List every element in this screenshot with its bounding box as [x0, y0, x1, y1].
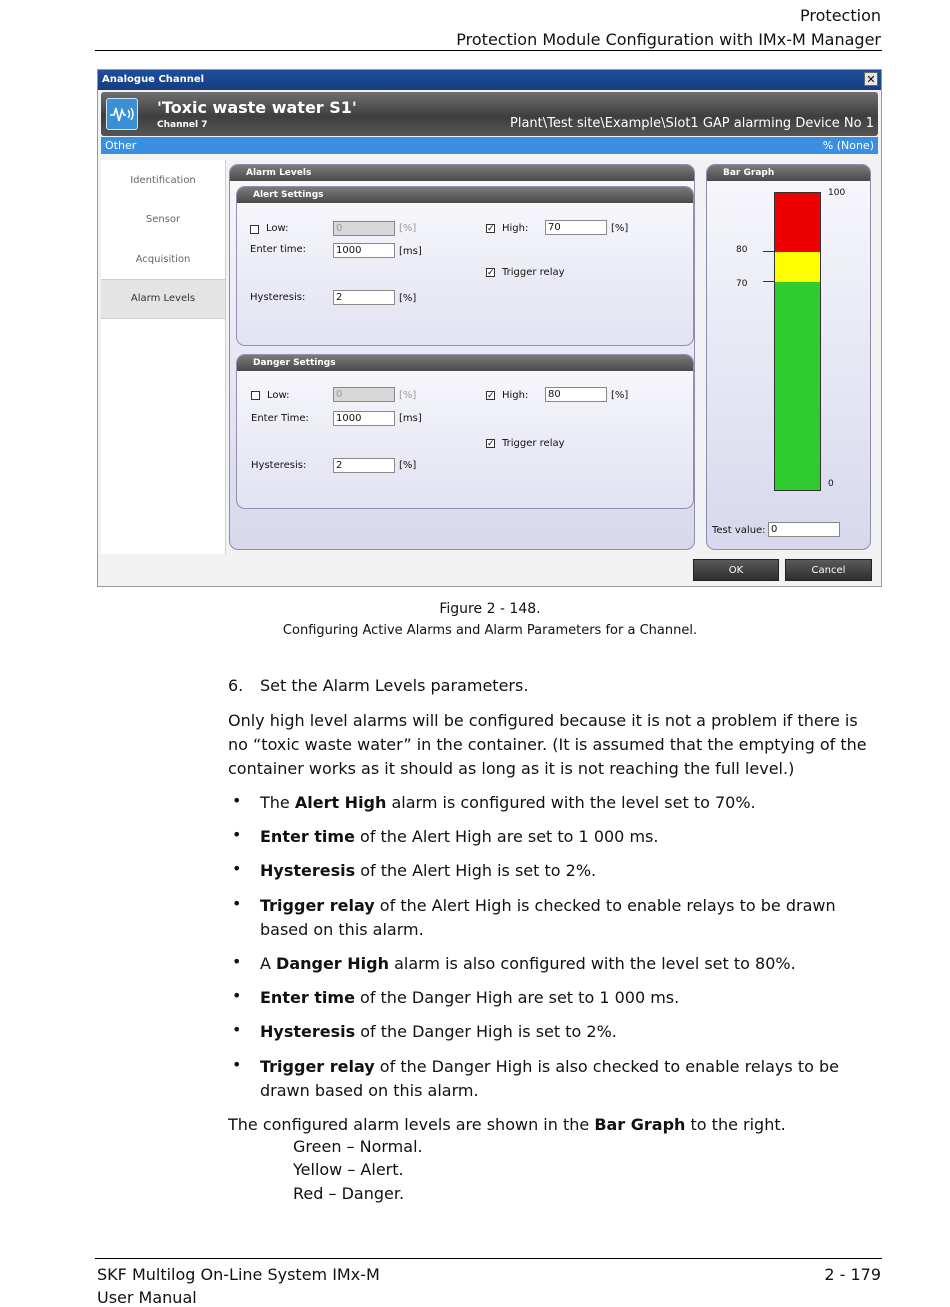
channel-path: Plant\Test site\Example\Slot1 GAP alarming Device No 1	[510, 116, 874, 131]
bullet-icon: •	[232, 825, 242, 844]
alarm-levels-panel	[229, 164, 695, 550]
bullet-post: alarm is also configured with the level set to 80%.	[388, 954, 796, 973]
intro-paragraph: Only high level alarms will be configured because it is not a problem if there is no “toxic waste water” in the container. (It is assumed that the emptying of the container works as it should as long as it is not reaching the full level.)	[228, 711, 867, 778]
sidebar-item-identification[interactable]: Identification	[130, 175, 196, 186]
danger-low-label: Low:	[267, 390, 290, 401]
bullet-pre: A	[260, 954, 277, 973]
danger-settings-title: Danger Settings	[237, 355, 693, 371]
danger-high-label: High:	[502, 390, 529, 401]
closing-pre: The configured alarm levels are shown in the	[228, 1115, 595, 1134]
step-text: Set the Alarm Levels parameters.	[260, 676, 529, 695]
danger-settings-group	[236, 354, 694, 509]
step-number: 6.	[228, 676, 244, 695]
danger-hysteresis-input[interactable]: 2	[333, 458, 395, 473]
bullet-icon: •	[232, 1055, 242, 1074]
header-section: Protection	[800, 6, 881, 25]
bullet-bold: Hysteresis	[260, 1022, 356, 1041]
bar-max-label: 100	[828, 188, 846, 198]
bullet-bold: Alert High	[294, 793, 387, 812]
footer-rule	[95, 1258, 882, 1259]
footer-product: SKF Multilog On-Line System IMx-M	[97, 1265, 380, 1284]
alert-high-unit: [%]	[611, 223, 629, 234]
signal-wave-icon	[106, 98, 138, 130]
bar-graph-title: Bar Graph	[707, 165, 870, 181]
bullet-item	[260, 825, 880, 849]
danger-high-checkbox[interactable]: ✓	[487, 391, 495, 401]
footer-page-number: 2 - 179	[824, 1265, 881, 1284]
bullet-icon: •	[232, 894, 242, 913]
bar-graph-panel	[706, 164, 871, 550]
alert-tick	[763, 281, 774, 282]
sidebar-item-alarm-levels[interactable]: Alarm Levels	[101, 279, 225, 319]
sidebar	[101, 160, 226, 554]
danger-tick	[763, 251, 774, 252]
alert-settings-title: Alert Settings	[237, 187, 693, 203]
bullet-pre: The	[260, 793, 295, 812]
sidebar-item-sensor[interactable]: Sensor	[145, 214, 181, 225]
sidebar-item-acquisition[interactable]: Acquisition	[135, 254, 191, 265]
danger-low-checkbox[interactable]	[251, 391, 260, 400]
channel-banner	[101, 92, 878, 136]
bullet-item	[260, 894, 880, 942]
bullet-bold: Hysteresis	[260, 861, 356, 880]
test-value-input[interactable]: 0	[768, 522, 840, 537]
closing-post: to the right.	[685, 1115, 786, 1134]
bullet-bold: Enter time	[260, 827, 355, 846]
bullet-post: of the Danger High is set to 2%.	[355, 1022, 617, 1041]
channel-number: Channel 7	[157, 120, 208, 130]
alert-low-checkbox[interactable]	[250, 225, 259, 234]
danger-hysteresis-unit: [%]	[399, 460, 417, 471]
danger-high-unit: [%]	[611, 390, 629, 401]
bar-danger-label: 80	[736, 245, 748, 255]
dialog-titlebar	[98, 70, 881, 90]
danger-high-input[interactable]: 80	[545, 387, 607, 402]
danger-enter-time-label: Enter Time:	[251, 413, 309, 424]
alert-high-label: High:	[502, 223, 529, 234]
alert-trigger-relay-checkbox[interactable]: ✓	[487, 268, 495, 278]
test-value-label: Test value:	[712, 525, 766, 536]
cancel-button[interactable]: Cancel	[785, 559, 872, 581]
alert-low-unit: [%]	[399, 223, 417, 234]
alert-zone	[775, 252, 820, 282]
bullet-post: of the Alert High are set to 1 000 ms.	[354, 827, 659, 846]
strip-category: Other	[105, 139, 137, 152]
bar-min-label: 0	[828, 479, 834, 489]
bullet-post: of the Alert High is set to 2%.	[355, 861, 597, 880]
unit-strip	[101, 137, 878, 154]
danger-zone	[775, 193, 820, 252]
bullet-post: of the Danger High are set to 1 000 ms.	[354, 988, 680, 1007]
bullet-icon: •	[232, 859, 242, 878]
analogue-channel-dialog	[97, 69, 882, 587]
danger-trigger-relay-label: Trigger relay	[502, 438, 565, 449]
alert-settings-group	[236, 186, 694, 346]
danger-low-input[interactable]: 0	[333, 387, 395, 402]
footer-doc: User Manual	[97, 1288, 197, 1307]
alert-hysteresis-label: Hysteresis:	[250, 292, 306, 303]
ok-button[interactable]: OK	[693, 559, 779, 581]
alert-low-label: Low:	[266, 223, 289, 234]
bullet-item	[260, 791, 880, 815]
bullet-bold: Trigger relay	[260, 896, 375, 915]
closing-sentence	[228, 1113, 880, 1137]
strip-unit: % (None)	[822, 139, 874, 152]
alert-hysteresis-input[interactable]: 2	[333, 290, 395, 305]
alert-high-input[interactable]: 70	[545, 220, 607, 235]
alert-enter-time-input[interactable]: 1000	[333, 243, 395, 258]
bullet-icon: •	[232, 986, 242, 1005]
bullet-post: of the Alert High is checked to enable relays to be drawn based on this alarm.	[260, 896, 836, 939]
close-icon[interactable]: ✕	[864, 72, 878, 86]
bullet-item	[260, 859, 880, 883]
bullet-post: alarm is configured with the level set to 70%.	[386, 793, 756, 812]
bullet-item	[260, 986, 880, 1010]
legend-red: Red – Danger.	[293, 1184, 405, 1203]
figure-caption: Configuring Active Alarms and Alarm Parameters for a Channel.	[282, 623, 698, 638]
alert-enter-time-label: Enter time:	[250, 244, 306, 255]
bar-alert-label: 70	[736, 279, 748, 289]
figure-number: Figure 2 - 148.	[439, 601, 541, 617]
alert-enter-time-unit: [ms]	[399, 246, 422, 257]
alert-hysteresis-unit: [%]	[399, 293, 417, 304]
danger-low-unit: [%]	[399, 390, 417, 401]
danger-enter-time-unit: [ms]	[399, 413, 422, 424]
closing-bold: Bar Graph	[594, 1115, 686, 1134]
legend-green: Green – Normal.	[293, 1137, 423, 1156]
alert-high-checkbox[interactable]: ✓	[487, 224, 495, 234]
danger-hysteresis-label: Hysteresis:	[251, 460, 307, 471]
alert-low-input[interactable]: 0	[333, 221, 395, 236]
bullet-bold: Trigger relay	[260, 1057, 375, 1076]
header-rule	[95, 50, 882, 51]
dialog-title: Analogue Channel	[102, 74, 205, 85]
level-bar	[774, 192, 821, 491]
bullet-post: of the Danger High is also checked to enable relays to be drawn based on this alarm.	[260, 1057, 839, 1100]
danger-trigger-relay-checkbox[interactable]: ✓	[487, 439, 495, 449]
bullet-icon: •	[232, 952, 242, 971]
channel-name: 'Toxic waste water S1'	[157, 98, 357, 117]
legend-yellow: Yellow – Alert.	[293, 1160, 404, 1179]
alert-trigger-relay-label: Trigger relay	[502, 267, 565, 278]
bullet-item	[260, 1055, 880, 1103]
header-subsection: Protection Module Configuration with IMx-M Manager	[456, 30, 881, 49]
bullet-bold: Danger High	[276, 954, 389, 973]
alarm-levels-title: Alarm Levels	[230, 165, 694, 181]
bullet-icon: •	[232, 791, 242, 810]
bullet-icon: •	[232, 1020, 242, 1039]
bullet-item	[260, 1020, 880, 1044]
bullet-bold: Enter time	[260, 988, 355, 1007]
danger-enter-time-input[interactable]: 1000	[333, 411, 395, 426]
bullet-item	[260, 952, 880, 976]
